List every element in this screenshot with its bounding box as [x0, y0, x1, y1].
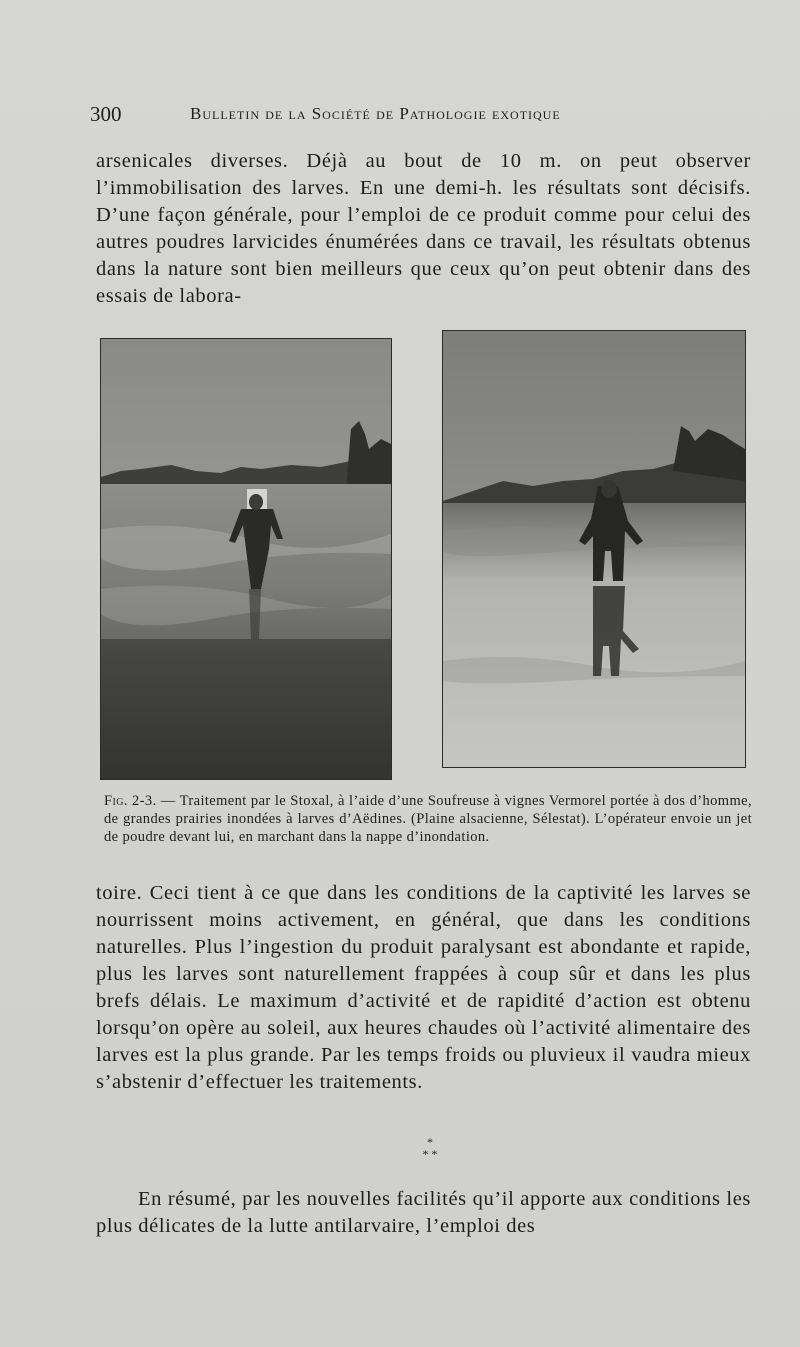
paragraph-bottom: En résumé, par les nouvelles facilités qu’il apporte aux conditions les plus délicates de la lutte antilarvaire, l’emploi des: [96, 1188, 751, 1237]
figure-caption: [104, 792, 752, 846]
figure-label: Fig. 2-3.: [104, 793, 157, 809]
page-header: [90, 102, 750, 132]
photo-right-image: [443, 331, 745, 767]
section-separator: [400, 1136, 460, 1160]
figure-caption-text: — Traitement par le Stoxal, à l’aide d’une Soufreuse à vignes Vermorel portée à dos d’homme, de grandes prairies inondées à larves d’Aëdines. (Plaine alsacienne, Sélestat). L’opérateur envoie un jet de poudre devant lui, en marchant dans la nappe d’inondation.: [104, 793, 752, 845]
figure-2-3: [100, 330, 750, 780]
paragraph-top: arsenicales diverses. Déjà au bout de 10 m. on peut observer l’immobilisation des larves. En une demi-h. les résultats sont décisifs. D’une façon générale, pour l’emploi de ce produit comme pour celui des autres poudres larvicides énumérées dans ce travail, les résultats obtenus dans la nature sont bien meilleurs que ceux qu’on peut obtenir dans des essais de labora-: [96, 150, 751, 307]
page-number: 300: [90, 102, 122, 126]
paragraph-middle: toire. Ceci tient à ce que dans les conditions de la captivité les larves se nourrissent moins activement, en général, que dans les conditions naturelles. Plus l’ingestion du produit paralysant est abondante et rapide, plus les larves sont naturellement frappées à coup sûr et dans les plus brefs délais. Le maximum d’activité et de rapidité d’action est obtenu lorsqu’on opère au soleil, aux heures chaudes où l’activité alimentaire des larves est la plus grande. Par les temps froids ou pluvieux il vaudra mieux s’abstenir d’effectuer les traitements.: [96, 882, 751, 1093]
photo-left-image: [101, 339, 391, 779]
photo-left-operator-spraying: [100, 338, 392, 780]
separator-top-star: *: [427, 1135, 433, 1149]
running-title: Bulletin de la Société de Pathologie exotique: [190, 104, 561, 123]
separator-bottom-stars: * *: [422, 1147, 438, 1161]
photo-right-operator-walking: [442, 330, 746, 768]
